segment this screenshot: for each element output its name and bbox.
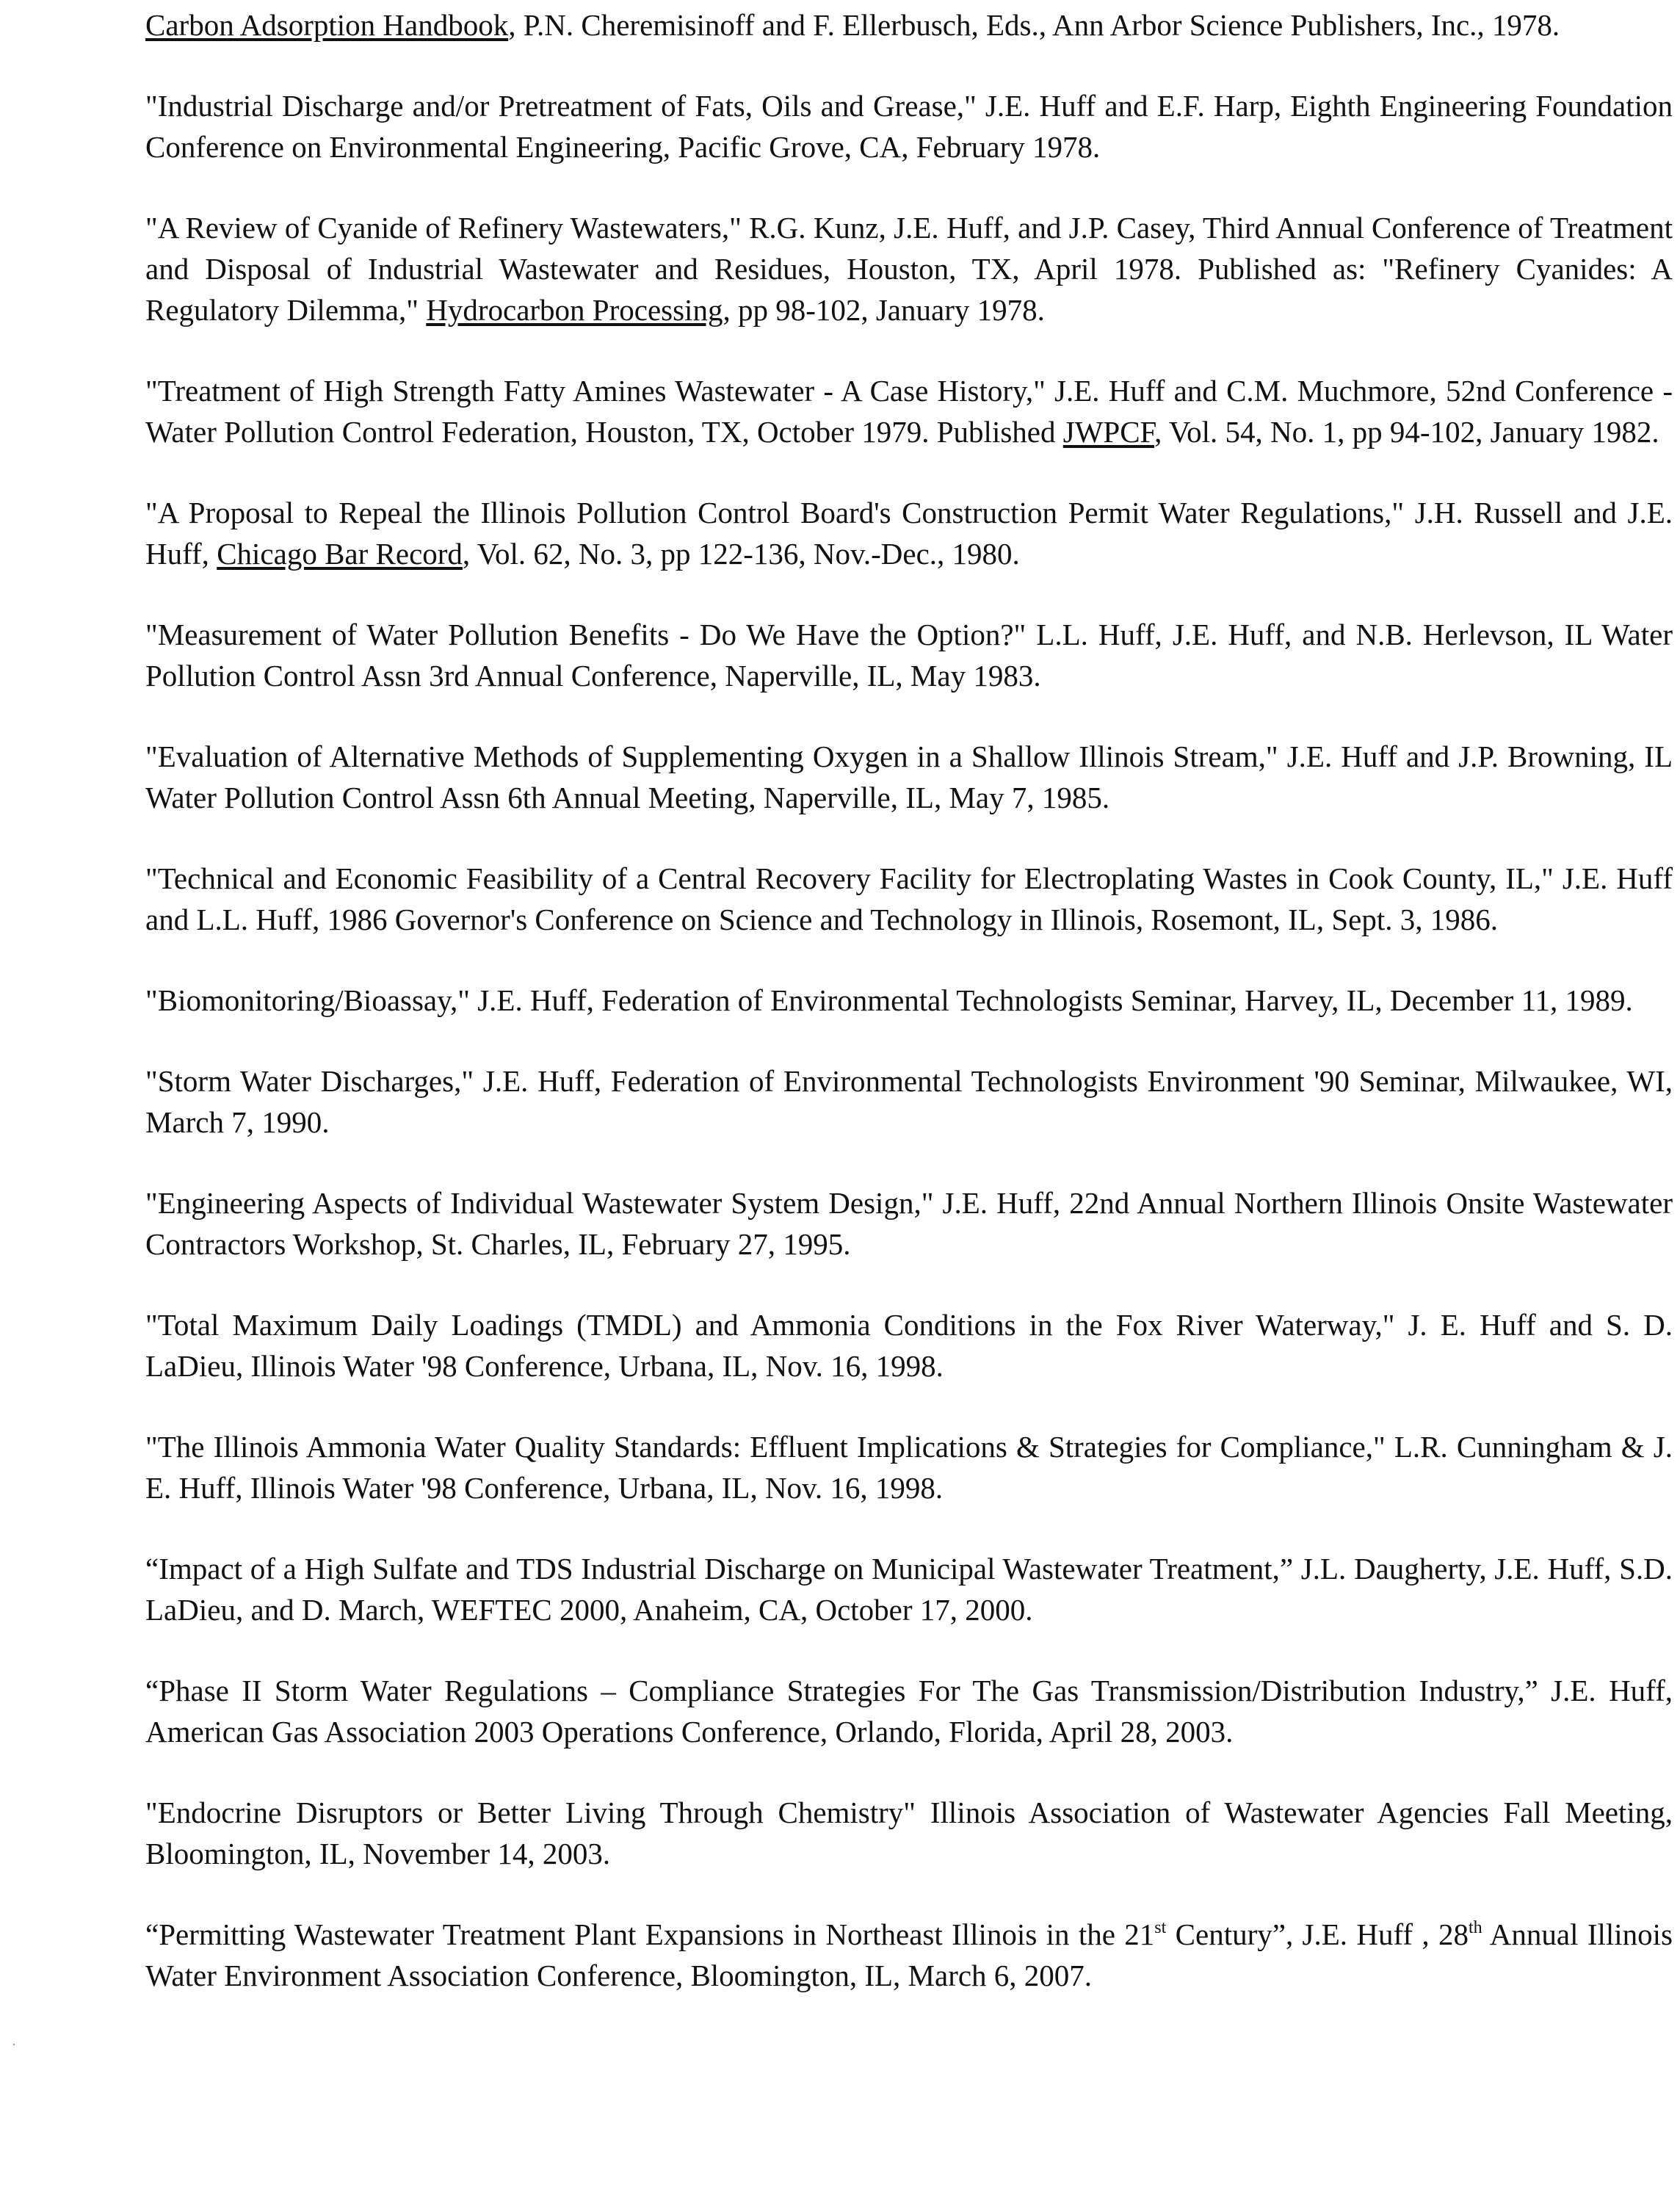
reference-entry (145, 980, 1673, 1021)
reference-text: "Industrial Discharge and/or Pretreatment of Fats, Oils and Grease," J.E. Huff and E.F. Harp, Eighth Engineering Foundation Conference on Environmental Engineering, Pacific Grove, CA, February 1978. (145, 89, 1673, 164)
reference-text: "Treatment of High Strength Fatty Amines Wastewater - A Case History," J.E. Huff and C.M. Muchmore, 52nd Conference - Water Pollution Control Federation, Houston, TX, October 1979. Published (145, 374, 1673, 449)
reference-text-tail: , Vol. 54, No. 1, pp 94-102, January 1982. (1154, 415, 1659, 449)
reference-publication-title: JWPCF (1062, 415, 1155, 449)
reference-text: "The Illinois Ammonia Water Quality Standards: Effluent Implications & Strategies for Compliance," L.R. Cunningham & J. E. Huff, Illinois Water '98 Conference, Urbana, IL, Nov. 16, 1998. (145, 1430, 1673, 1505)
reference-entry (145, 492, 1673, 574)
reference-text: "Biomonitoring/Bioassay," J.E. Huff, Federation of Environmental Technologists Seminar, Harvey, IL, December 11, 1989. (145, 983, 1633, 1017)
reference-entry (145, 1060, 1673, 1143)
reference-text: “Permitting Wastewater Treatment Plant Expansions in Northeast Illinois in the 21 (145, 1917, 1155, 1951)
reference-text: "A Proposal to Repeal the Illinois Pollution Control Board's Construction Permit Water Regulations," J.H. Russell and J.E. Huff, (145, 496, 1673, 571)
reference-text: "Technical and Economic Feasibility of a Central Recovery Facility for Electroplating Wastes in Cook County, IL," J.E. Huff and L.L. Huff, 1986 Governor's Conference on Science and Technology in Illinois, Rosemont, IL, Sept. 3, 1986. (145, 861, 1673, 936)
reference-entry (145, 85, 1673, 167)
publication-list (145, 0, 1673, 2036)
reference-publication-title: Carbon Adsorption Handbook (145, 8, 509, 42)
reference-publication-title: Chicago Bar Record (217, 537, 463, 571)
reference-entry (145, 614, 1673, 696)
superscript-th: th (1469, 1918, 1482, 1937)
reference-text: "Endocrine Disruptors or Better Living Through Chemistry" Illinois Association of Wastewater Agencies Fall Meeting, Bloomington, IL, November 14, 2003. (145, 1796, 1673, 1870)
reference-text-tail: , P.N. Cheremisinoff and F. Ellerbusch, Eds., Ann Arbor Science Publishers, Inc., 1978. (508, 8, 1560, 42)
reference-entry (145, 1426, 1673, 1508)
superscript-st: st (1154, 1918, 1167, 1937)
reference-entry (145, 858, 1673, 940)
reference-entry (145, 736, 1673, 818)
reference-entry (145, 370, 1673, 452)
reference-text-tail: , pp 98-102, January 1978. (723, 293, 1045, 327)
reference-entry (145, 1304, 1673, 1386)
scan-speck (13, 2044, 15, 2045)
reference-entry (145, 1182, 1673, 1265)
reference-entry (145, 4, 1673, 46)
reference-text: Century”, J.E. Huff , 28 (1166, 1917, 1469, 1951)
reference-text: "Measurement of Water Pollution Benefits - Do We Have the Option?" L.L. Huff, J.E. Huff, and N.B. Herlevson, IL Water Pollution Control Assn 3rd Annual Conference, Naperville, IL, May 1983. (145, 618, 1673, 693)
reference-entry (145, 1670, 1673, 1752)
reference-text-tail: , Vol. 62, No. 3, pp 122-136, Nov.-Dec., 1980. (462, 537, 1020, 571)
reference-text: "Engineering Aspects of Individual Wastewater System Design," J.E. Huff, 22nd Annual Northern Illinois Onsite Wastewater Contractors Workshop, St. Charles, IL, February 27, 1995. (145, 1186, 1673, 1261)
reference-entry (145, 207, 1673, 330)
reference-entry (145, 1548, 1673, 1630)
reference-entry-last (145, 1914, 1673, 1996)
reference-text: “Impact of a High Sulfate and TDS Industrial Discharge on Municipal Wastewater Treatment,” J.L. Daugherty, J.E. Huff, S.D. LaDieu, and D. March, WEFTEC 2000, Anaheim, CA, October 17, 2000. (145, 1552, 1673, 1627)
reference-text: "Total Maximum Daily Loadings (TMDL) and Ammonia Conditions in the Fox River Waterway," J. E. Huff and S. D. LaDieu, Illinois Water '98 Conference, Urbana, IL, Nov. 16, 1998. (145, 1308, 1673, 1383)
reference-publication-title: Hydrocarbon Processing (426, 293, 723, 327)
reference-text: "A Review of Cyanide of Refinery Wastewaters," R.G. Kunz, J.E. Huff, and J.P. Casey, Third Annual Conference of Treatment and Disposal of Industrial Wastewater and Residues, Houston, TX, April 1978. Published as: "Refinery Cyanides: A Regulatory Dilemma," (145, 211, 1673, 327)
reference-text: "Storm Water Discharges," J.E. Huff, Federation of Environmental Technologists Environment '90 Seminar, Milwaukee, WI, March 7, 1990. (145, 1064, 1673, 1139)
reference-text: "Evaluation of Alternative Methods of Supplementing Oxygen in a Shallow Illinois Stream," J.E. Huff and J.P. Browning, IL Water Pollution Control Assn 6th Annual Meeting, Naperville, IL, May 7, 1985. (145, 740, 1673, 814)
reference-text: “Phase II Storm Water Regulations – Compliance Strategies For The Gas Transmission/Distribution Industry,” J.E. Huff, American Gas Association 2003 Operations Conference, Orlando, Florida, April 28, 2003. (145, 1674, 1673, 1749)
reference-text: Annual Illinois Water Environment Association Conference, Bloomington, IL, March 6, 2007. (145, 1917, 1673, 1992)
reference-entry (145, 1792, 1673, 1874)
